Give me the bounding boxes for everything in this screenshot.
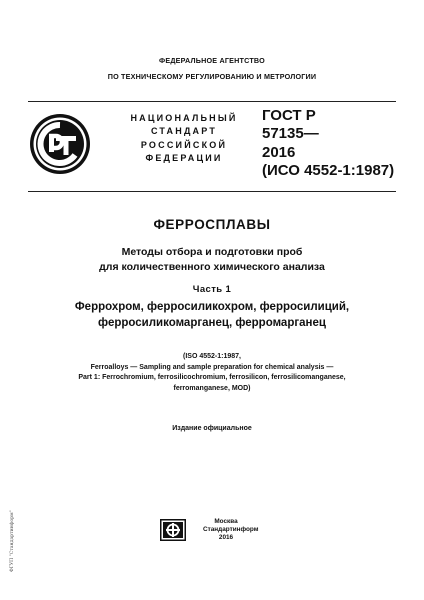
official-edition-label: Издание официальное (172, 425, 252, 432)
gost-line: 2016 (262, 143, 296, 161)
imprint-year: 2016 (218, 534, 234, 541)
standard-designation (262, 107, 394, 181)
gost-line: 57135— (262, 125, 319, 143)
document-title: ФЕРРОСПЛАВЫ (153, 217, 271, 232)
national-label-line: СТАНДАРТ (150, 126, 218, 137)
bottom-divider (28, 191, 396, 192)
subject-line: Феррохром, ферросиликохром, ферросилиций, (74, 301, 350, 313)
national-label-line: НАЦИОНАЛЬНЫЙ (130, 113, 238, 123)
part-label: Часть 1 (192, 284, 232, 295)
imprint-city: Москва (214, 518, 238, 525)
side-stamp: ФГУП "Стандартинформ" (10, 510, 15, 572)
agency-name-line2: ПО ТЕХНИЧЕСКОМУ РЕГУЛИРОВАНИЮ И МЕТРОЛОГИИ (107, 72, 317, 81)
iso-line: ferromanganese, MOD) (173, 384, 251, 392)
top-divider (28, 101, 396, 102)
iso-line: Part 1: Ferrochromium, ferrosilicochromium, ferrosilicon, ferrosilicomanganese, (78, 374, 346, 382)
gost-line: ГОСТ Р (262, 107, 316, 124)
publisher-imprint (203, 518, 259, 542)
subject-line: ферросиликомарганец, ферромарганец (98, 317, 326, 329)
national-standard-label (118, 112, 250, 166)
subtitle-line: для количественного химического анализа (99, 261, 325, 273)
standartinform-logo-icon (160, 519, 186, 541)
iso-line: Ferroalloys — Sampling and sample preparation for chemical analysis — (90, 363, 334, 371)
part-subject (0, 299, 424, 331)
imprint-publisher: Стандартинформ (203, 526, 259, 533)
iso-line: (ISO 4552-1:1987, (183, 353, 241, 360)
subtitle-line: Методы отбора и подготовки проб (121, 246, 303, 258)
rst-certification-mark-icon (28, 112, 92, 176)
iso-reference (0, 352, 424, 394)
national-label-line: РОССИЙСКОЙ (140, 139, 228, 150)
gost-iso-reference: (ИСО 4552-1:1987) (262, 162, 395, 180)
agency-name-line1: ФЕДЕРАЛЬНОЕ АГЕНТСТВО (159, 56, 265, 65)
document-subtitle (0, 245, 424, 275)
national-label-line: ФЕДЕРАЦИИ (145, 153, 223, 164)
